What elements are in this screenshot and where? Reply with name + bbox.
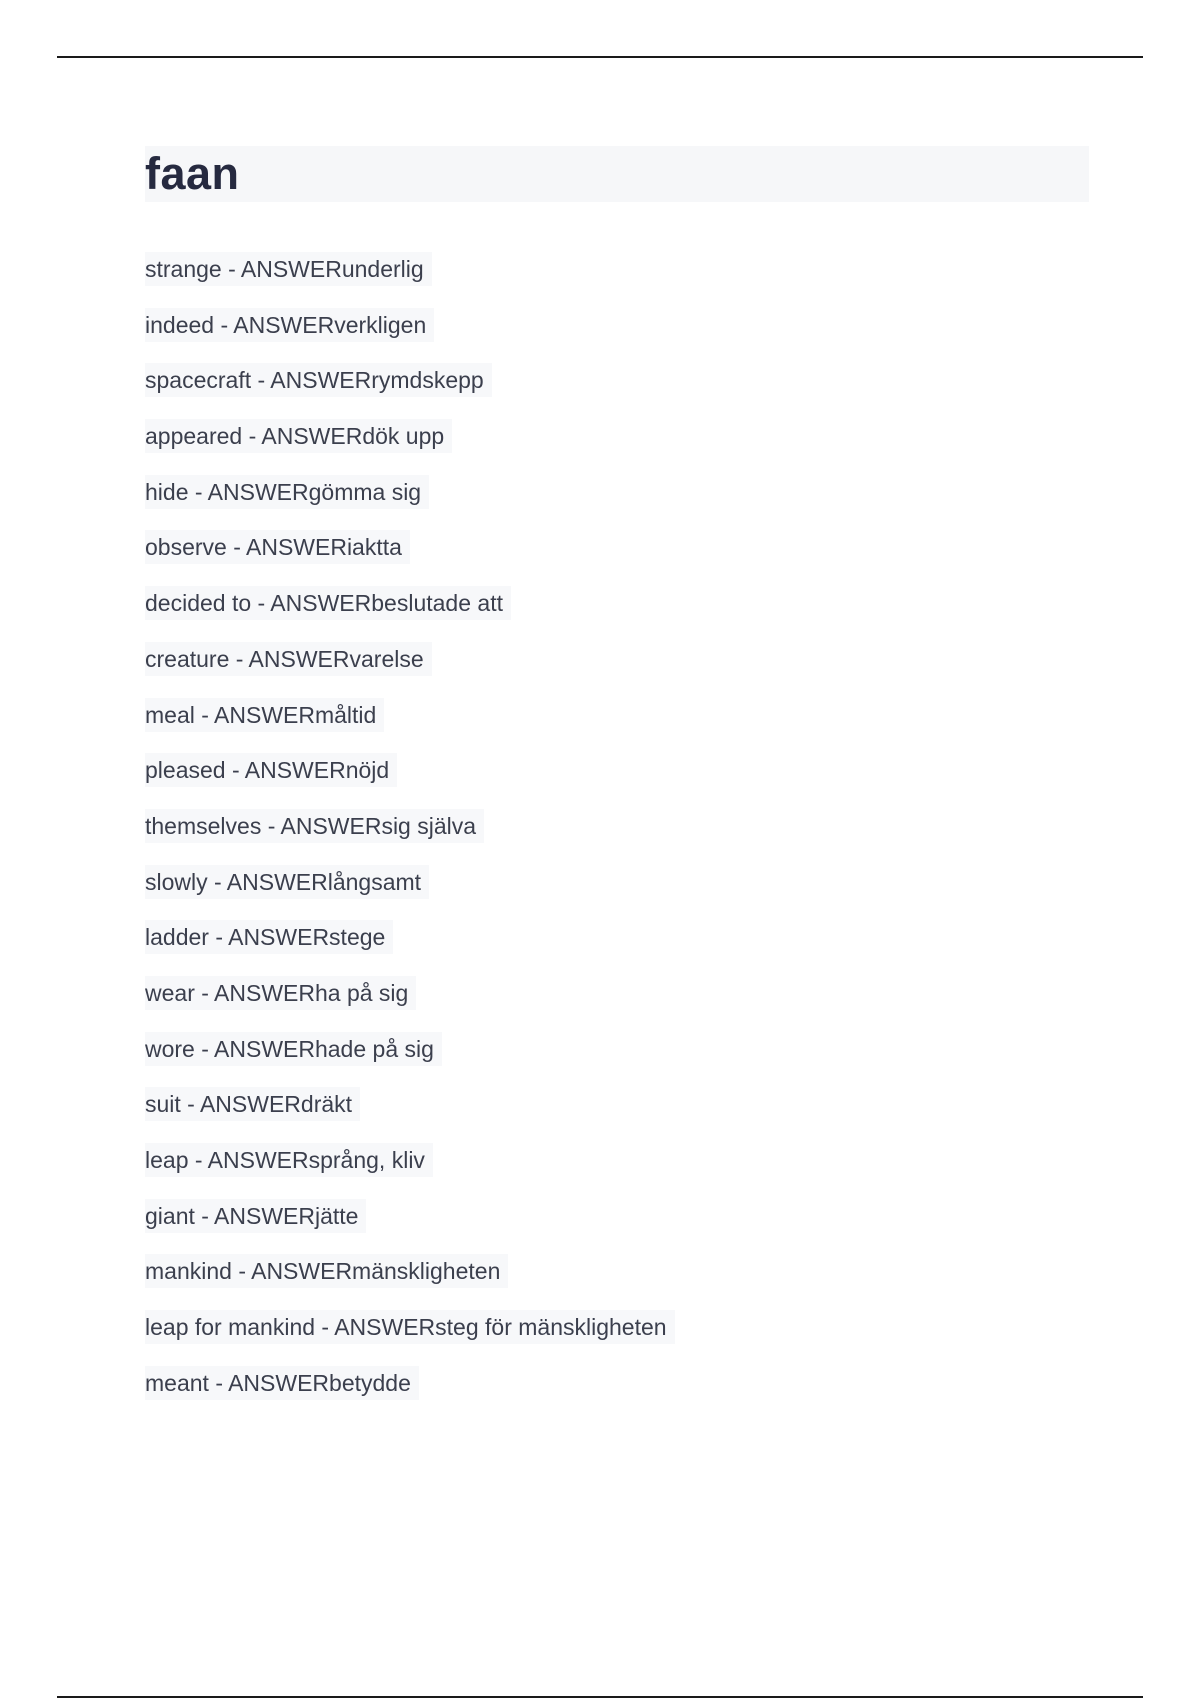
list-item: decided to - ANSWERbeslutade att (145, 586, 511, 620)
vocabulary-list (145, 252, 675, 1421)
list-item: leap - ANSWERsprång, kliv (145, 1143, 433, 1177)
page-title: faan (145, 148, 240, 199)
list-item: indeed - ANSWERverkligen (145, 308, 434, 342)
list-item: giant - ANSWERjätte (145, 1199, 366, 1233)
list-item: spacecraft - ANSWERrymdskepp (145, 363, 492, 397)
list-item: suit - ANSWERdräkt (145, 1087, 360, 1121)
list-item: themselves - ANSWERsig själva (145, 809, 484, 843)
list-item: strange - ANSWERunderlig (145, 252, 432, 286)
list-item: mankind - ANSWERmänskligheten (145, 1254, 508, 1288)
list-item: observe - ANSWERiaktta (145, 530, 410, 564)
list-item: creature - ANSWERvarelse (145, 642, 432, 676)
list-item: pleased - ANSWERnöjd (145, 753, 397, 787)
list-item: appeared - ANSWERdök upp (145, 419, 452, 453)
list-item: ladder - ANSWERstege (145, 920, 393, 954)
list-item: hide - ANSWERgömma sig (145, 475, 429, 509)
bottom-divider (57, 1696, 1143, 1698)
list-item: wore - ANSWERhade på sig (145, 1032, 442, 1066)
list-item: wear - ANSWERha på sig (145, 976, 416, 1010)
list-item: leap for mankind - ANSWERsteg för mänskligheten (145, 1310, 675, 1344)
list-item: meant - ANSWERbetydde (145, 1366, 419, 1400)
top-divider (57, 56, 1143, 58)
list-item: slowly - ANSWERlångsamt (145, 865, 429, 899)
title-banner (145, 146, 1089, 202)
list-item: meal - ANSWERmåltid (145, 698, 384, 732)
